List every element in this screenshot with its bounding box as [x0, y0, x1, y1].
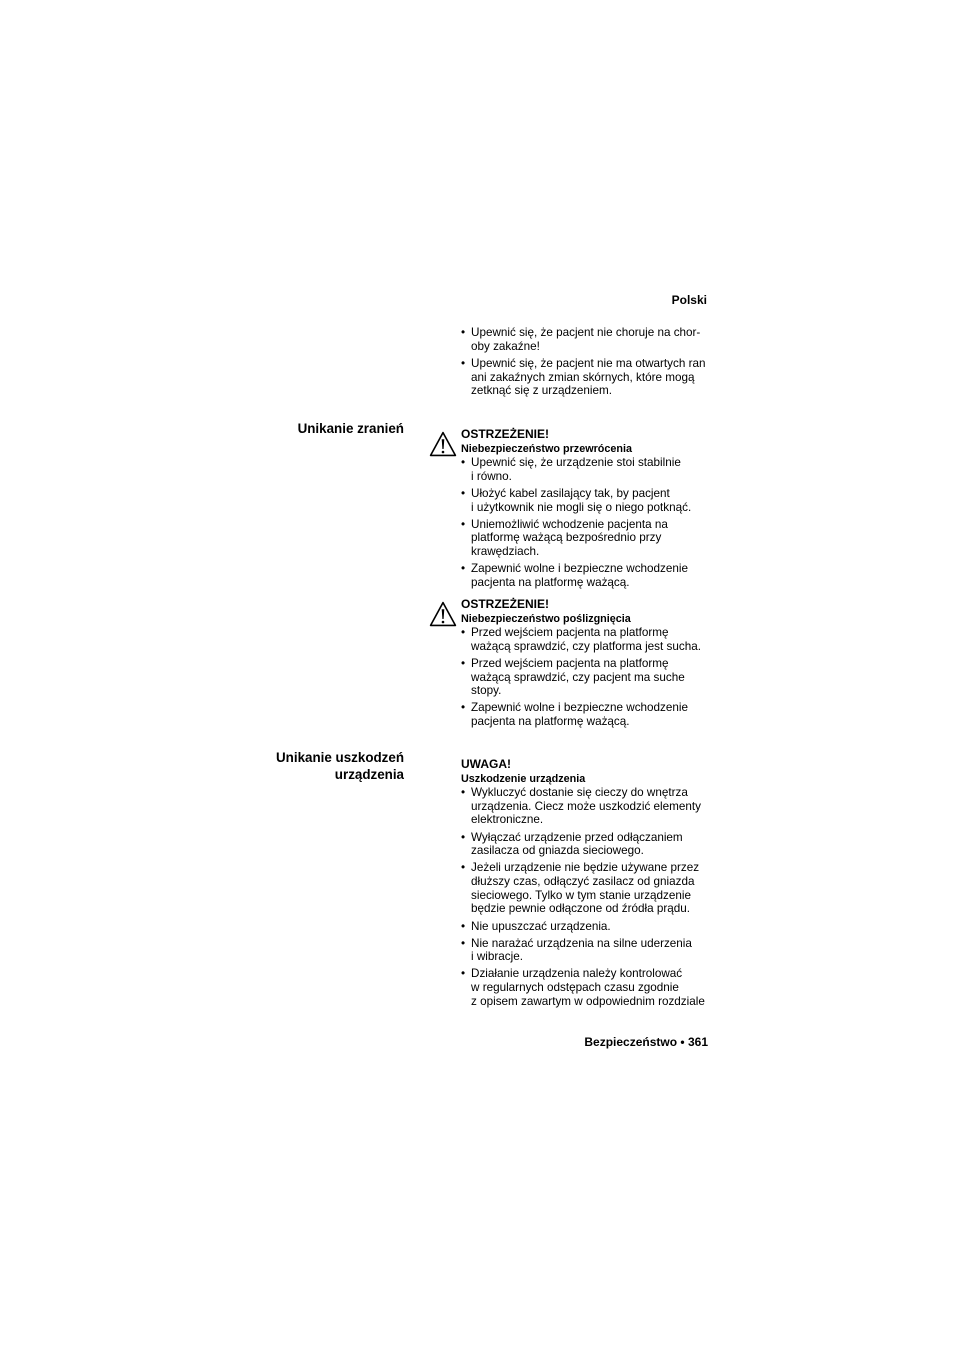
bullet-line: i równo.: [471, 469, 512, 483]
bullet-line: • Zapewnić wolne i bezpieczne wchodzenie: [471, 701, 688, 715]
warning-notice-tipping: [461, 427, 691, 590]
bullet-line: dłuższy czas, odłączyć zasilacz od gniazda: [471, 875, 695, 888]
list-item: [461, 967, 705, 1008]
bullet-line: • Jeżeli urządzenie nie będzie używane przez: [471, 861, 700, 875]
bullet-line: pacjenta na platformę ważącą.: [471, 715, 630, 728]
bullet-line: • Upewnić się, że pacjent nie ma otwartych ran: [471, 356, 706, 370]
bullet-line: stopy.: [471, 684, 502, 698]
bullet-line: • Nie upuszczać urządzenia.: [471, 919, 611, 933]
bullet-line: i wibracje.: [471, 950, 523, 964]
page-footer: [584, 1035, 708, 1049]
list-item: [461, 831, 705, 858]
list-item: [461, 937, 705, 964]
footer-separator: •: [680, 1035, 685, 1049]
bullet-line: zasilacza od gniazda sieciowego.: [471, 844, 644, 858]
section-heading-device-damage: [276, 749, 404, 783]
bullet-line: platformę ważącą bezpośrednio przy: [471, 531, 662, 545]
notice-subtitle: Niebezpieczeństwo przewrócenia: [461, 443, 632, 455]
bullet-line: oby zakaźne!: [471, 339, 540, 353]
list-item: [461, 562, 691, 589]
bullet-line: ważącą sprawdzić, czy platforma jest sucha.: [471, 639, 701, 653]
heading-line: urządzenia: [334, 766, 404, 782]
bullet-line: • Upewnić się, że pacjent nie choruje na chor-: [471, 326, 701, 339]
list-item: [461, 456, 691, 483]
list-item: [461, 518, 691, 559]
warning-triangle-icon: [429, 601, 457, 627]
bullet-line: urządzenia. Ciecz może uszkodzić elementy: [471, 799, 701, 813]
heading-line: Unikanie zranień: [297, 420, 404, 436]
language-label: Polski: [671, 293, 707, 307]
list-item: [461, 861, 705, 916]
list-item: [461, 487, 691, 514]
list-item: [461, 657, 701, 698]
bullet-line: • Przed wejściem pacjenta na platformę: [471, 626, 669, 639]
warning-notice-slipping: [461, 597, 701, 729]
bullet-line: • Nie narażać urządzenia na silne uderzenia: [471, 936, 692, 950]
bullet-line: zetknąć się z urządzeniem.: [471, 384, 612, 398]
notice-subtitle: Uszkodzenie urządzenia: [461, 773, 586, 785]
bullet-line: • Przed wejściem pacjenta na platformę: [471, 656, 669, 670]
intro-list: [461, 326, 706, 398]
bullet-line: krawędziach.: [471, 545, 540, 558]
list-item: [461, 326, 706, 353]
bullet-line: • Wyłączać urządzenie przed odłączaniem: [471, 830, 683, 844]
bullet-line: • Uniemożliwić wchodzenie pacjenta na: [471, 517, 668, 531]
bullet-line: pacjenta na platformę ważącą.: [471, 575, 630, 589]
list-item: [461, 626, 701, 653]
bullet-line: • Upewnić się, że urządzenie stoi stabilnie: [471, 456, 681, 469]
bullet-line: w regularnych odstępach czasu zgodnie: [471, 981, 679, 995]
bullet-line: • Działanie urządzenia należy kontrolować: [471, 967, 683, 981]
warning-triangle-icon: [429, 431, 457, 457]
bullet-line: sieciowego. Tylko w tym stanie urządzenie: [471, 888, 692, 902]
notice-subtitle: Niebezpieczeństwo poślizgnięcia: [461, 613, 631, 625]
bullet-line: ani zakaźnych zmian skórnych, które mogą: [471, 370, 695, 384]
footer-section: Bezpieczeństwo: [584, 1035, 678, 1049]
bullet-line: • Wykluczyć dostanie się cieczy do wnętrza: [471, 786, 688, 799]
heading-line: Unikanie uszkodzeń: [276, 749, 404, 765]
bullet-line: • Zapewnić wolne i bezpieczne wchodzenie: [471, 562, 688, 576]
notice-title: UWAGA!: [461, 757, 511, 771]
bullet-line: z opisem zawartym w odpowiednim rozdziale: [471, 994, 705, 1008]
bullet-line: • Ułożyć kabel zasilający tak, by pacjent: [471, 486, 670, 500]
notice-title: OSTRZEŻENIE!: [461, 427, 550, 441]
bullet-line: będzie pewnie odłączone od źródła prądu.: [471, 902, 690, 916]
bullet-line: i użytkownik nie mogli się o niego potknąć.: [471, 500, 692, 514]
bullet-line: elektroniczne.: [471, 813, 544, 827]
caution-notice-device-damage: [461, 757, 705, 1009]
list-item: [461, 701, 701, 728]
notice-list: [461, 786, 705, 1009]
notice-list: [461, 456, 691, 590]
bullet-line: ważącą sprawdzić, czy pacjent ma suche: [471, 670, 685, 684]
notice-list: [461, 626, 701, 729]
list-item: [461, 786, 705, 827]
section-heading-injury: [298, 420, 404, 437]
page-number: 361: [687, 1035, 708, 1049]
notice-title: OSTRZEŻENIE!: [461, 597, 550, 611]
list-item: [461, 920, 705, 934]
list-item: [461, 357, 706, 398]
